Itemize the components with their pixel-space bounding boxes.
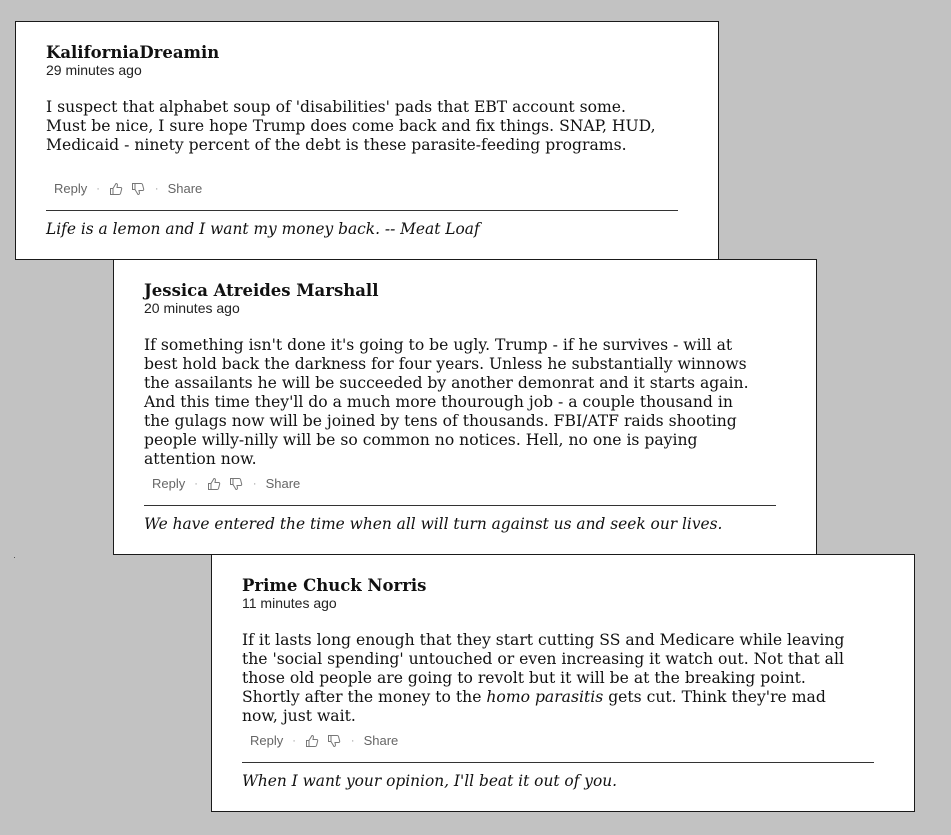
comment-author[interactable]: Jessica Atreides Marshall [144, 281, 379, 300]
comment-body-line: the 'social spending' untouched or even increasing it watch out. Not that all [242, 650, 844, 668]
comment-body-text: Shortly after the money to the [242, 688, 487, 706]
thumbs-down-icon[interactable] [131, 182, 145, 196]
reply-button[interactable]: Reply [250, 733, 284, 748]
comment-body [242, 631, 892, 726]
reply-button[interactable]: Reply [54, 181, 88, 196]
signature-divider [46, 210, 678, 211]
share-button[interactable]: Share [265, 476, 301, 491]
comment-body-line: Must be nice, I sure hope Trump does come back and fix things. SNAP, HUD, [46, 117, 656, 135]
share-button[interactable]: Share [167, 181, 203, 196]
reply-button[interactable]: Reply [152, 476, 186, 491]
comment-body-line: If it lasts long enough that they start cutting SS and Medicare while leaving [242, 631, 845, 649]
separator-dot: · [194, 477, 198, 490]
comment-body [46, 98, 696, 155]
comment-actions [152, 476, 300, 491]
comment-actions [250, 733, 398, 748]
comment-body [144, 336, 794, 469]
signature-divider [144, 505, 776, 506]
thumbs-down-icon[interactable] [327, 734, 341, 748]
comment-body-line: those old people are going to revolt but it will be at the breaking point. [242, 669, 806, 687]
comment-body-text: gets cut. Think they're mad [603, 688, 826, 706]
thumbs-up-icon[interactable] [305, 734, 319, 748]
thumbs-up-icon[interactable] [207, 477, 221, 491]
comment-body-line: I suspect that alphabet soup of 'disabilities' pads that EBT account some. [46, 98, 626, 116]
comment-body-line: the assailants he will be succeeded by another demonrat and it starts again. [144, 374, 749, 392]
comment-body-line: And this time they'll do a much more thourough job - a couple thousand in [144, 393, 733, 411]
comment-body-line: now, just wait. [242, 707, 356, 725]
share-button[interactable]: Share [363, 733, 399, 748]
thumbs-down-icon[interactable] [229, 477, 243, 491]
separator-dot: · [292, 734, 296, 747]
comment-body-line: attention now. [144, 450, 257, 468]
user-signature: When I want your opinion, I'll beat it out of you. [242, 772, 618, 790]
comment-body-line: the gulags now will be joined by tens of thousands. FBI/ATF raids shooting [144, 412, 737, 430]
stray-pixel [14, 557, 15, 558]
comment-card [15, 21, 719, 260]
comment-card [113, 259, 817, 555]
comment-body-line: best hold back the darkness for four years. Unless he substantially winnows [144, 355, 747, 373]
thumbs-up-icon[interactable] [109, 182, 123, 196]
comment-body-line: If something isn't done it's going to be ugly. Trump - if he survives - will at [144, 336, 733, 354]
comment-author[interactable]: KaliforniaDreamin [46, 43, 220, 62]
comment-timestamp[interactable]: 11 minutes ago [242, 595, 337, 611]
comment-author[interactable]: Prime Chuck Norris [242, 576, 427, 595]
user-signature: We have entered the time when all will turn against us and seek our lives. [144, 515, 723, 533]
comment-timestamp[interactable]: 20 minutes ago [144, 300, 240, 316]
comment-actions [54, 181, 202, 196]
comment-body-line: Medicaid - ninety percent of the debt is these parasite-feeding programs. [46, 136, 627, 154]
separator-dot: · [154, 182, 159, 195]
separator-dot: · [96, 182, 100, 195]
comment-body-line [242, 688, 892, 707]
comment-timestamp[interactable]: 29 minutes ago [46, 62, 142, 78]
comment-body-line: people willy-nilly will be so common no notices. Hell, no one is paying [144, 431, 698, 449]
comment-body-emphasis: homo parasitis [486, 688, 604, 706]
separator-dot: · [350, 734, 355, 747]
comment-card [211, 554, 915, 812]
signature-divider [242, 762, 874, 763]
separator-dot: · [252, 477, 257, 490]
user-signature: Life is a lemon and I want my money back. -- Meat Loaf [46, 220, 480, 238]
